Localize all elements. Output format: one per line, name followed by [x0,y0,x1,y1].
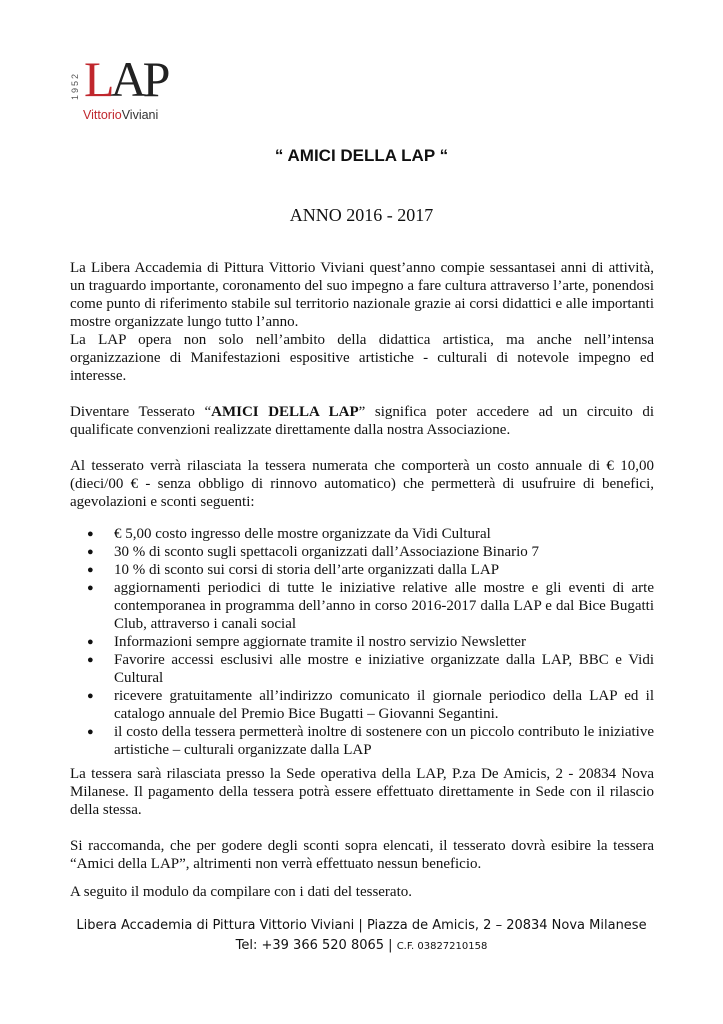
list-item: ● 30 % di sconto sugli spettacoli organizzati dall’Associazione Binario 7 [70,543,654,561]
lap-logo [70,51,180,126]
tesserato-text-bold: AMICI DELLA LAP [211,404,359,420]
year-heading: ANNO 2016 - 2017 [289,205,434,225]
list-item: ● 10 % di sconto sui corsi di storia dell’arte organizzati dalla LAP [70,561,654,579]
tesserato-text-pre: Diventare Tesserato “ [70,404,212,420]
list-item: ● Favorire accessi esclusivi alle mostre e iniziative organizzate dalla LAP, BBC e Vidi Cultural [70,651,654,687]
logo-name-first: Vittorio [83,108,122,122]
sede-paragraph: La tessera sarà rilasciata presso la Sede operativa della LAP, P.za De Amicis, 2 - 20834 Nova Milanese. Il pagamento della tessera potrà essere effettuato direttamente in Sede con il rilascio della stessa. [70,766,654,818]
document-title: “ AMICI DELLA LAP “ [274,146,449,165]
list-item: ● Informazioni sempre aggiornate tramite il nostro servizio Newsletter [70,633,654,651]
tessera-paragraph: Al tesserato verrà rilasciata la tessera numerata che comporterà un costo annuale di € 10,00 (dieci/00 € - senza obbligo di rinnovo automatico) che permetterà di usufruire di benefici, agevolazioni e sconti seguenti: [70,458,654,510]
list-item: ● aggiornamenti periodici di tutte le iniziative relative alle mostre e gli eventi di arte contemporanea in programma dell’anno in corso 2016-2017 dalla LAP e dal Bice Bugatti Club, attraverso i canali social [70,579,654,633]
page-footer [0,916,723,957]
footer-tax-code: C.F. 03827210158 [396,941,488,952]
logo-mark [84,51,167,107]
tesserato-paragraph [70,403,654,439]
document-body [70,259,654,901]
raccomanda-paragraph: Si raccomanda, che per godere degli sconti sopra elencati, il tesserato dovrà esibire la tessera “Amici della LAP”, altrimenti non verrà effettuato nessun beneficio. [70,838,654,872]
footer-contacts [0,936,723,957]
logo-letters-ap: AP [110,51,167,107]
benefits-list [70,525,654,759]
footer-phone: Tel: +39 366 520 8065 | [235,938,397,953]
lap-description-paragraph: La LAP opera non solo nell’ambito della didattica artistica, ma anche nell’intensa organizzazione di Manifestazioni espositive artistiche - culturali di notevole impegno ed interesse. [70,332,654,384]
logo-name [83,108,158,122]
logo-name-last: Viviani [121,108,159,122]
list-item: ● ricevere gratuitamente all’indirizzo comunicato il giornale periodico della LAP ed il catalogo annuale del Premio Bice Bugatti – Giovanni Segantini. [70,687,654,723]
tesserato-text-post: ” significa poter accedere ad un circuito di qualificate convenzioni realizzate direttamente dalla nostra Associazione. [70,404,654,438]
footer-address: Libera Accademia di Pittura Vittorio Viviani | Piazza de Amicis, 2 – 20834 Nova Milanese [76,918,647,933]
intro-paragraph: La Libera Accademia di Pittura Vittorio Viviani quest’anno compie sessantasei anni di attività, un traguardo importante, coronamento del suo impegno a fare cultura attraverso l’arte, ponendosi come punto di riferimento stabile sul territorio nazionale grazie ai corsi didattici e alle importanti mostre organizzate lungo tutto l’anno. [70,260,654,330]
list-item: ● € 5,00 costo ingresso delle mostre organizzate da Vidi Cultural [70,525,654,543]
modulo-paragraph: A seguito il modulo da compilare con i dati del tesserato. [70,884,413,900]
logo-year: 1952 [70,71,80,101]
logo-letter-l: L [84,51,111,107]
list-item: ● il costo della tessera permetterà inoltre di sostenere con un piccolo contributo le iniziative artistiche – culturali organizzate dalla LAP [70,723,654,759]
